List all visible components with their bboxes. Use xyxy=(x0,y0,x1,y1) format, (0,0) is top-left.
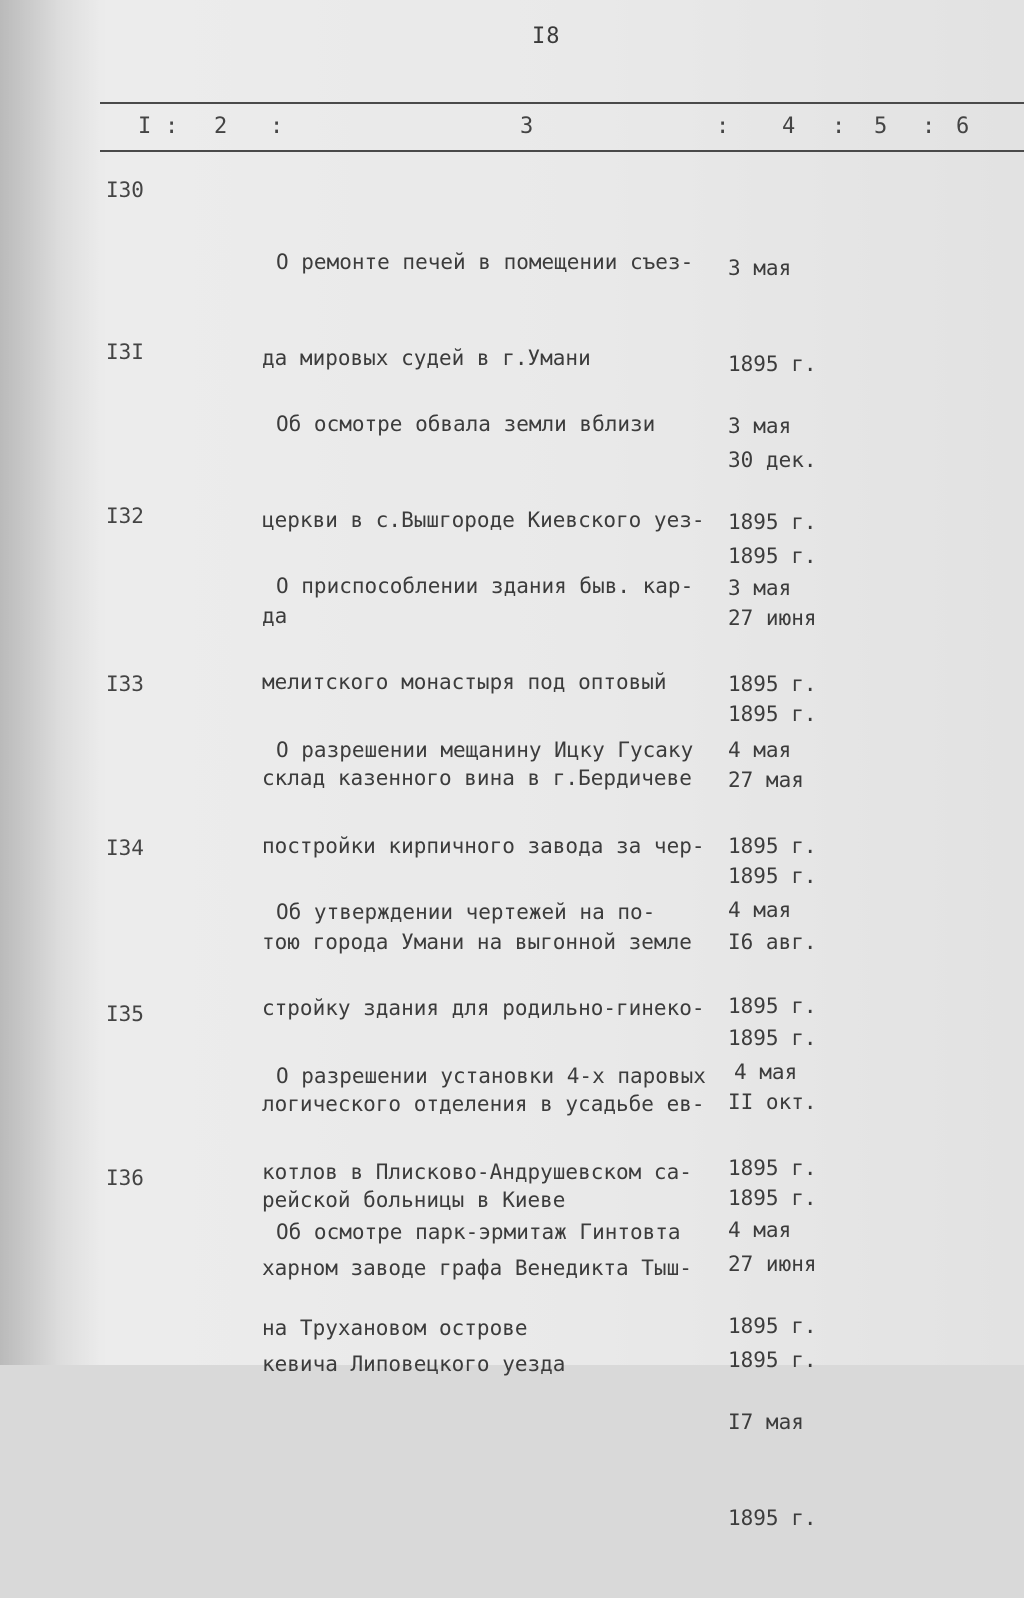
entry-title-line: О разрешении мещанину Ицку Гусаку xyxy=(276,738,694,762)
entry-date-line: 4 мая xyxy=(734,1060,798,1084)
entry-date-line: 1895 г. xyxy=(728,1506,817,1530)
entry-date-line: 1895 г. xyxy=(728,352,817,376)
column-header-sep: : xyxy=(270,114,284,139)
entry-date-line: 27 июня xyxy=(728,606,817,630)
entry-number: I32 xyxy=(106,504,144,528)
header-rule-top xyxy=(100,102,1024,104)
entry-date-line: 4 мая xyxy=(728,898,792,922)
entry-number: I35 xyxy=(106,1002,144,1026)
entry-date-line: 1895 г. xyxy=(728,1314,817,1338)
entry-date-line: 4 мая xyxy=(728,1218,792,1242)
entry-title-line: церкви в с.Вышгороде Киевского уез- xyxy=(262,508,705,532)
entry-title-line: склад казенного вина в г.Бердичеве xyxy=(262,766,692,790)
page-number: I8 xyxy=(532,24,561,49)
column-header-4: 4 xyxy=(782,114,796,139)
column-header-sep: : xyxy=(165,114,179,139)
entry-title-line: Об осмотре обвала земли вблизи xyxy=(276,412,656,436)
entry-date-line: 3 мая xyxy=(728,414,792,438)
entry-title-line: рейской больницы в Киеве xyxy=(262,1188,566,1212)
entry-title-line: да мировых судей в г.Умани xyxy=(262,346,591,370)
entry-date-line: 3 мая xyxy=(728,256,792,280)
entry-title-line: Об осмотре парк-эрмитаж Гинтовта xyxy=(276,1220,681,1244)
column-header-5: 5 xyxy=(874,114,888,139)
entry-title-line: на Трухановом острове xyxy=(262,1316,528,1340)
entry-date-line: 1895 г. xyxy=(728,834,817,858)
entry-title-line: мелитского монастыря под оптовый xyxy=(262,670,667,694)
column-header-sep: : xyxy=(832,114,846,139)
column-header-3: 3 xyxy=(520,114,534,139)
entry-date-line: 30 дек. xyxy=(728,448,817,472)
entry-title-line: да xyxy=(262,604,288,628)
entry-title-line: харном заводе графа Венедикта Тыш- xyxy=(262,1256,692,1280)
entry-date-line: 1895 г. xyxy=(728,1156,817,1180)
column-header-2: 2 xyxy=(214,114,228,139)
entry-date-line: 27 июня xyxy=(728,1252,817,1276)
entry-title-line: Об утверждении чертежей на по- xyxy=(276,900,656,924)
entry-date-line: 1895 г. xyxy=(728,1186,817,1210)
header-rule-bottom xyxy=(100,150,1024,152)
entry-title xyxy=(262,1152,746,1408)
column-header-sep: : xyxy=(716,114,730,139)
entry-date-line: II окт. xyxy=(728,1090,817,1114)
entry-title-line: тою города Умани на выгонной земле xyxy=(262,930,692,954)
entry-date-line: 1895 г. xyxy=(728,510,817,534)
entry-date-line: 1895 г. xyxy=(728,1348,817,1372)
entry-number: I3I xyxy=(106,340,144,364)
entry-number: I33 xyxy=(106,672,144,696)
entry-date-line: 4 мая xyxy=(728,738,792,762)
entry-date-line: 3 мая xyxy=(728,576,792,600)
entry-title-line: стройку здания для родильно-гинеко- xyxy=(262,996,705,1020)
entry-title-line: О приспособлении здания быв. кар- xyxy=(276,574,694,598)
entry-title-line: О разрешении установки 4-х паровых xyxy=(276,1064,706,1088)
entry-title-line: логического отделения в усадьбе ев- xyxy=(262,1092,705,1116)
entry-date-line: I6 авг. xyxy=(728,930,817,954)
entry-number: I30 xyxy=(106,178,144,202)
entry-date-line: 27 мая xyxy=(728,768,804,792)
entry-date-line: 1895 г. xyxy=(728,1026,817,1050)
entry-title-line: котлов в Плисково-Андрушевском са- xyxy=(262,1160,692,1184)
column-header-sep: : xyxy=(922,114,936,139)
entry-title-line: постройки кирпичного завода за чер- xyxy=(262,834,705,858)
entry-date-line: 1895 г. xyxy=(728,864,817,888)
entry-date-line: 1895 г. xyxy=(728,702,817,726)
binding-shadow xyxy=(0,0,100,1365)
entry-dates xyxy=(728,1150,838,1598)
entry-date-line: I7 мая xyxy=(728,1410,804,1434)
entry-number: I36 xyxy=(106,1166,144,1190)
entry-date-line: 1895 г. xyxy=(728,544,817,568)
column-header-1: I xyxy=(138,114,152,139)
entry-date-line: 1895 г. xyxy=(728,994,817,1018)
entry-title-line: О ремонте печей в помещении съез- xyxy=(276,250,694,274)
entry-title-line: кевича Липовецкого уезда xyxy=(262,1352,566,1376)
entry-date-line: 1895 г. xyxy=(728,672,817,696)
entry-number: I34 xyxy=(106,836,144,860)
column-header-6: 6 xyxy=(956,114,970,139)
